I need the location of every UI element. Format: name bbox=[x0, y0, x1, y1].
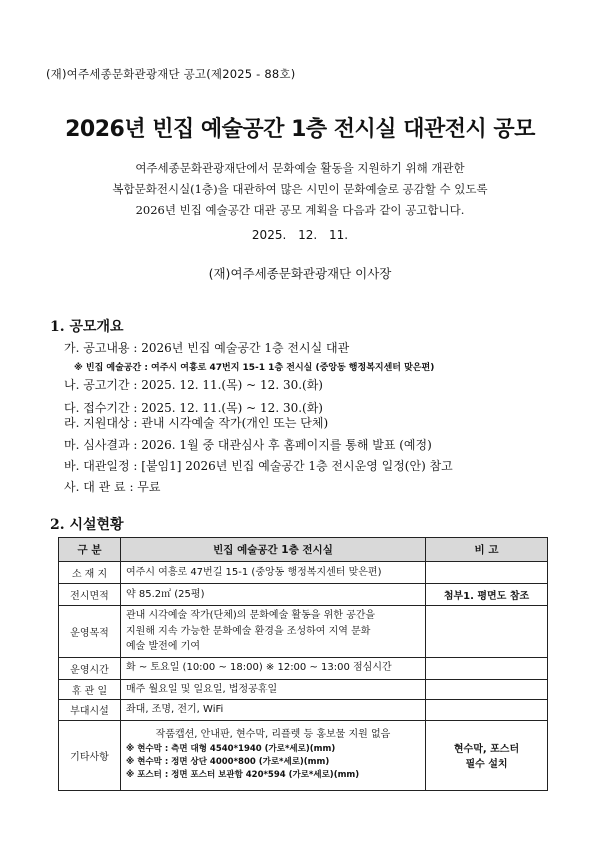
header-category: 구 분 bbox=[59, 538, 121, 562]
organization-signature: (재)여주세종문화관광재단 이사장 bbox=[208, 266, 392, 281]
page-title: 2026년 빈집 예술공간 1층 전시실 대관전시 공모 bbox=[65, 117, 535, 142]
banner-front-note: ※ 현수막 : 정면 상단 4000*800 (가로*세로)(mm) bbox=[126, 757, 330, 768]
banner-side-note: ※ 현수막 : 측면 대형 4540*1940 (가로*세로)(mm) bbox=[126, 743, 336, 754]
intro-line-3: 2026년 빈집 예술공간 대관 공모 계획을 다음과 같이 공고합니다. bbox=[135, 203, 465, 217]
section-heading-facility: 2. 시설현황 bbox=[50, 517, 124, 533]
content-line: 예술 발전에 기여 bbox=[126, 641, 200, 652]
row-remark bbox=[426, 679, 548, 700]
row-label: 기타사항 bbox=[59, 720, 121, 790]
row-content: 화 ~ 토요일 (10:00 ~ 18:00) ※ 12:00 ~ 13:00 점심시간 bbox=[121, 657, 426, 679]
intro-line-2: 복합문화전시실(1층)을 대관하여 많은 시민이 문화예술로 공감할 수 있도록 bbox=[112, 182, 488, 196]
table-header-row bbox=[59, 538, 548, 562]
section-heading-overview: 1. 공모개요 bbox=[50, 319, 124, 335]
row-label: 운영목적 bbox=[59, 606, 121, 658]
row-remark bbox=[426, 700, 548, 721]
table-row bbox=[59, 700, 548, 721]
overview-item-application: 다. 접수기간 : 2025. 12. 11.(목) ~ 12. 30.(화) bbox=[64, 401, 323, 415]
header-space: 빈집 예술공간 1층 전시실 bbox=[121, 538, 426, 562]
poster-note: ※ 포스터 : 정면 포스터 보관함 420*594 (가로*세로)(mm) bbox=[126, 770, 360, 781]
table-row bbox=[59, 562, 548, 584]
row-label: 소 재 지 bbox=[59, 562, 121, 584]
header-remarks: 비 고 bbox=[426, 538, 548, 562]
row-label: 휴 관 일 bbox=[59, 679, 121, 700]
row-content: 여주시 여흥로 47번길 15-1 (중앙동 행정복지센터 맞은편) bbox=[121, 562, 426, 584]
row-content: 약 85.2㎡ (25평) bbox=[121, 584, 426, 606]
content-line: 지원해 지속 가능한 문화예술 환경을 조성하여 지역 문화 bbox=[126, 625, 371, 637]
table-row bbox=[59, 606, 548, 658]
row-content: 좌대, 조명, 전기, WiFi bbox=[121, 700, 426, 721]
remark-line: 현수막, 포스터 bbox=[453, 744, 520, 755]
row-remark bbox=[426, 562, 548, 584]
row-label: 전시면적 bbox=[59, 584, 121, 606]
row-remark bbox=[426, 606, 548, 658]
row-content: 매주 월요일 및 일요일, 법정공휴일 bbox=[121, 679, 426, 700]
row-remark bbox=[426, 720, 548, 790]
row-content bbox=[121, 606, 426, 658]
overview-item-content: 가. 공고내용 : 2026년 빈집 예술공간 1층 전시실 대관 bbox=[64, 341, 350, 355]
row-content bbox=[121, 720, 426, 790]
row-label: 운영시간 bbox=[59, 657, 121, 679]
overview-item-result: 마. 심사결과 : 2026. 1월 중 대관심사 후 홈페이지를 통해 발표 (예정) bbox=[64, 438, 432, 452]
overview-item-location-note: ※ 빈집 예술공간 : 여주시 여흥로 47번지 15-1 1층 전시실 (중앙동 행정복지센터 맞은편) bbox=[74, 363, 435, 373]
notice-number: (재)여주세종문화관광재단 공고(제2025 - 88호) bbox=[46, 67, 296, 81]
intro-line-1: 여주세종문화관광재단에서 문화예술 활동을 지원하기 위해 개관한 bbox=[135, 161, 465, 175]
overview-item-fee: 사. 대 관 료 : 무료 bbox=[64, 480, 161, 494]
overview-item-schedule: 바. 대관일정 : [붙임1] 2026년 빈집 예술공간 1층 전시운영 일정(안) 참고 bbox=[64, 459, 453, 473]
row-label: 부대시설 bbox=[59, 700, 121, 721]
content-line: 작품캡션, 안내판, 현수막, 리플렛 등 홍보물 지원 없음 bbox=[155, 729, 391, 741]
overview-item-period: 나. 공고기간 : 2025. 12. 11.(목) ~ 12. 30.(화) bbox=[64, 378, 323, 392]
announcement-date: 2025. 12. 11. bbox=[251, 228, 349, 242]
row-remark: 첨부1. 평면도 참조 bbox=[426, 584, 548, 606]
row-remark bbox=[426, 657, 548, 679]
table-row bbox=[59, 720, 548, 790]
table-row bbox=[59, 657, 548, 679]
remark-line: 필수 설치 bbox=[465, 759, 508, 770]
overview-item-eligibility: 라. 지원대상 : 관내 시각예술 작가(개인 또는 단체) bbox=[64, 416, 329, 430]
table-row bbox=[59, 584, 548, 606]
table-row bbox=[59, 679, 548, 700]
facility-table bbox=[58, 537, 548, 791]
content-line: 관내 시각예술 작가(단체)의 문화예술 활동을 위한 공간을 bbox=[126, 610, 376, 621]
